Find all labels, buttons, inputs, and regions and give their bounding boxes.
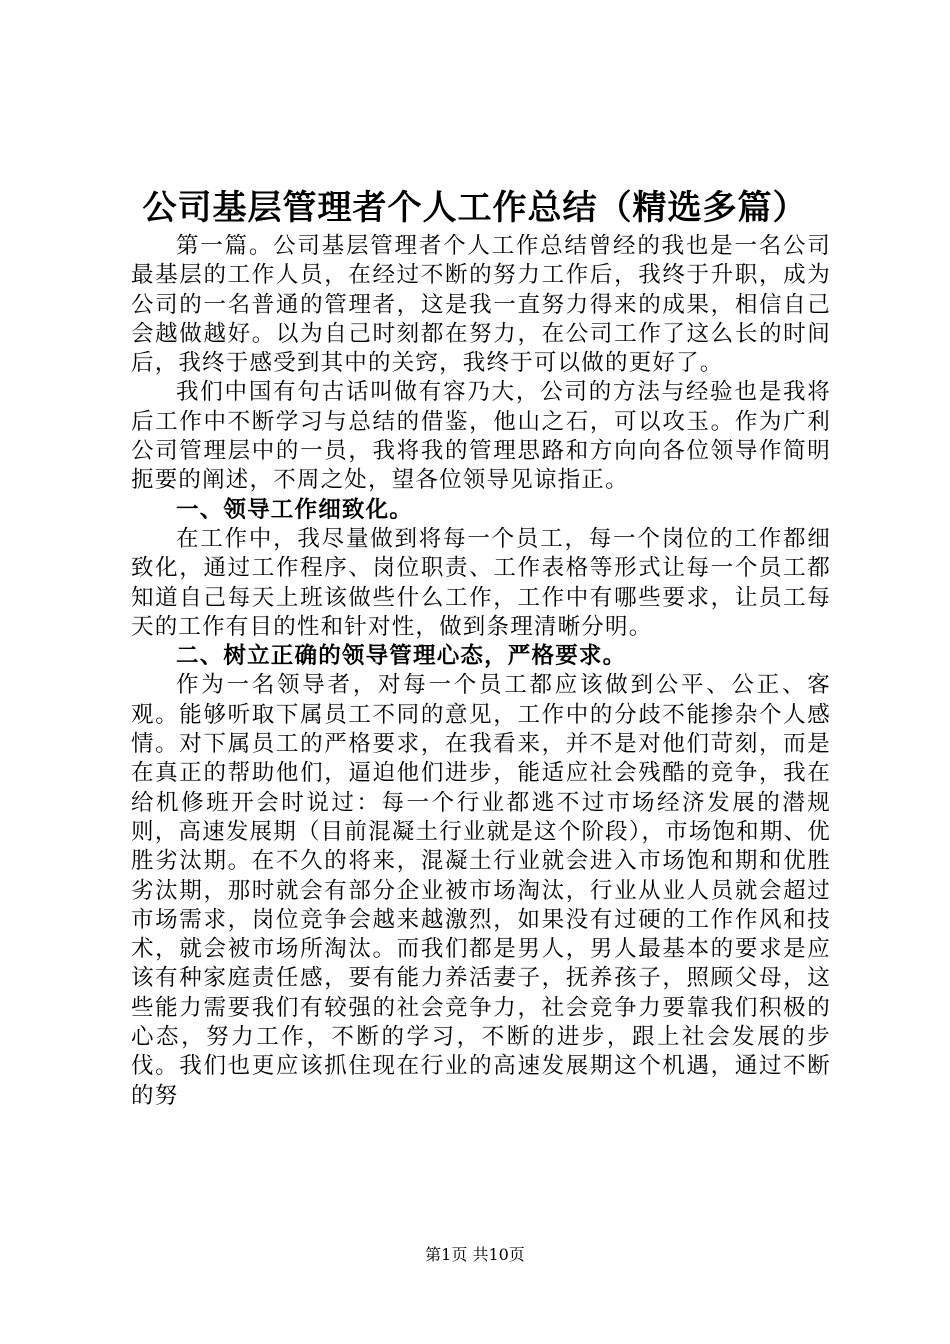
- section-heading-1: 一、领导工作细致化。: [176, 496, 414, 523]
- paragraph-2: 我们中国有句古话叫做有容乃大，公司的方法与经验也是我将后工作中不断学习与总结的借鉴，他山之石，可以攻玉。作为广利公司管理层中的一员，我将我的管理思路和方向向各位领导作简明扼要的阐述，不周之处，望各位领导见谅指正。: [131, 379, 831, 494]
- paragraph-3: 在工作中，我尽量做到将每一个员工，每一个岗位的工作都细致化，通过工作程序、岗位职责、工作表格等形式让每一个员工都知道自己每天上班该做些什么工作，工作中有哪些要求，让员工每天的工作有目的性和针对性，做到条理清晰分明。: [131, 525, 831, 640]
- paragraph-1: 第一篇。公司基层管理者个人工作总结曾经的我也是一名公司最基层的工作人员，在经过不断的努力工作后，我终于升职，成为公司的一名普通的管理者，这是我一直努力得来的成果，相信自己会越做越好。以为自己时刻都在努力，在公司工作了这么长的时间后，我终于感受到其中的关窍，我终于可以做的更好了。: [131, 233, 831, 377]
- page-footer: 第1页 共10页: [425, 1245, 525, 1264]
- paragraph-4: 作为一名领导者，对每一个员工都应该做到公平、公正、客观。能够听取下属员工不同的意见，工作中的分歧不能掺杂个人感情。对下属员工的严格要求，在我看来，并不是对他们苛刻，而是在真正的帮助他们，逼迫他们进步，能适应社会残酷的竞争，我在给机修班开会时说过：每一个行业都逃不过市场经济发展的潜规则，高速发展期（目前混凝土行业就是这个阶段），市场饱和期、优胜劣汰期。在不久的将来，混凝土行业就会进入市场饱和期和优胜劣汰期，那时就会有部分企业被市场淘汰，行业从业人员就会超过市场需求，岗位竞争会越来越激烈，如果没有过硬的工作作风和技术，就会被市场所淘汰。而我们都是男人，男人最基本的要求是应该有种家庭责任感，要有能力养活妻子，抚养孩子，照顾父母，这些能力需要我们有较强的社会竞争力，社会竞争力要靠我们积极的心态，努力工作，不断的学习，不断的进步，跟上社会发展的步伐。我们也更应该抓住现在行业的高速发展期这个机遇，通过不断的努: [131, 672, 831, 1109]
- document-title: 公司基层管理者个人工作总结（精选多篇）: [142, 188, 808, 228]
- document-body: [131, 232, 831, 1111]
- section-heading-2: 二、树立正确的领导管理心态，严格要求。: [176, 643, 627, 670]
